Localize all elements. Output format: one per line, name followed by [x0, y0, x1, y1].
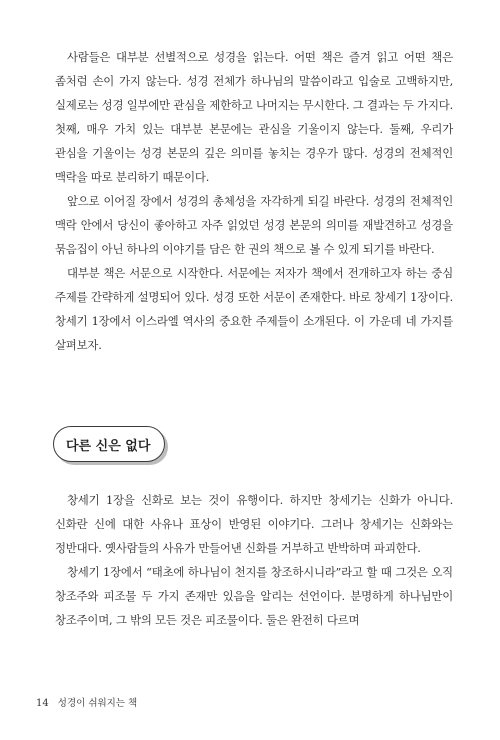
paragraph: 앞으로 이어질 장에서 성경의 총체성을 자각하게 되길 바란다. 성경의 전체적인 맥락 안에서 당신이 좋아하고 자주 읽었던 성경 본문의 의미를 재발견하고 성경을 묶음집이 아닌 하나의 이야기를 담은 한 권의 책으로 볼 수 있게 되기를 바란다.	[55, 194, 453, 256]
no-other-gods-section	[55, 488, 453, 632]
section-heading: 다른 신은 없다	[66, 438, 151, 454]
paragraph: 대부분 책은 서문으로 시작한다. 서문에는 저자가 책에서 전개하고자 하는 중심 주제를 간략하게 설명되어 있다. 성경 또한 서문이 존재한다. 바로 창세기 1장이다. 창세기 1장에서 이스라엘 역사의 중요한 주제들이 소개된다. 이 가운데 네 가지를 살펴보자.	[55, 266, 453, 352]
page-number: 14	[36, 698, 49, 709]
section-heading-box	[53, 426, 165, 462]
paragraph: 사람들은 대부분 선별적으로 성경을 읽는다. 어떤 책은 즐겨 읽고 어떤 책은 좀처럼 손이 가지 않는다. 성경 전체가 하나님의 말씀이라고 입술로 고백하지만, 실제로는 성경 일부에만 관심을 제한하고 나머지는 무시한다. 그 결과는 두 가지다. 첫째, 매우 가치 있는 대부분 본문에는 관심을 기울이지 않는다. 둘째, 우리가 관심을 기울이는 성경 본문의 깊은 의미를 놓치는 경우가 많다. 성경의 전체적인 맥락을 따로 분리하기 때문이다.	[55, 50, 453, 184]
intro-section	[55, 45, 453, 357]
paragraph: 창세기 1장을 신화로 보는 것이 유행이다. 하지만 창세기는 신화가 아니다. 신화란 신에 대한 사유나 표상이 반영된 이야기다. 그러나 창세기는 신화와는 정반대다. 옛사람들의 사유가 만들어낸 신화를 거부하고 반박하며 파괴한다.	[55, 493, 453, 555]
paragraph: 창세기 1장에서 “태초에 하나님이 천지를 창조하시니라”라고 할 때 그것은 오직 창조주와 피조물 두 가지 존재만 있음을 알리는 선언이다. 분명하게 하나님만이 창조주이며, 그 밖의 모든 것은 피조물이다. 둘은 완전히 다르며	[55, 565, 453, 627]
page-footer	[36, 695, 137, 709]
running-title: 성경이 쉬워지는 책	[57, 698, 138, 709]
